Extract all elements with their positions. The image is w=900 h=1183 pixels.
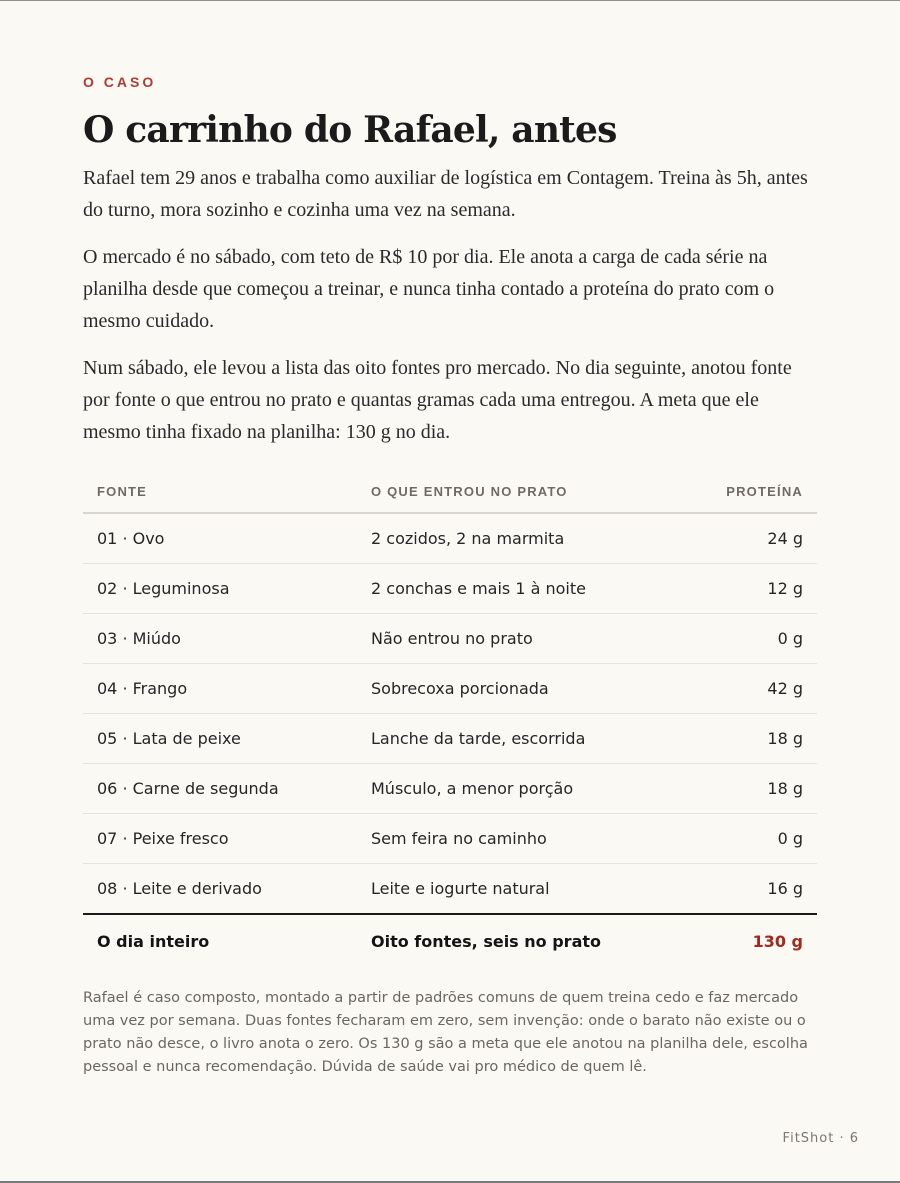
section-eyebrow: O CASO [83, 74, 157, 90]
total-label: O dia inteiro [97, 932, 210, 951]
column-header-what: O QUE ENTROU NO PRATO [357, 471, 657, 513]
what-cell: Músculo, a menor porção [357, 764, 657, 814]
table-row [83, 714, 817, 764]
protein-cell: 12 g [657, 564, 817, 614]
source-cell: 01 · Ovo [83, 513, 357, 564]
table-row [83, 513, 817, 564]
what-cell: Sobrecoxa porcionada [357, 664, 657, 714]
body-text [83, 162, 817, 463]
what-cell: Lanche da tarde, escorrida [357, 714, 657, 764]
table-row [83, 814, 817, 864]
column-header-source: FONTE [83, 471, 357, 513]
what-cell: 2 cozidos, 2 na marmita [357, 513, 657, 564]
what-cell: Não entrou no prato [357, 614, 657, 664]
source-cell: 02 · Leguminosa [83, 564, 357, 614]
source-cell: 05 · Lata de peixe [83, 714, 357, 764]
protein-sources-table [83, 471, 817, 968]
source-cell: 03 · Miúdo [83, 614, 357, 664]
what-cell: Leite e iogurte natural [357, 864, 657, 915]
protein-cell: 18 g [657, 764, 817, 814]
source-cell: 06 · Carne de segunda [83, 764, 357, 814]
protein-cell: 24 g [657, 513, 817, 564]
protein-cell: 0 g [657, 814, 817, 864]
footnote: Rafael é caso composto, montado a partir de padrões comuns de quem treina cedo e faz mercado uma vez por semana. Duas fontes fecharam em zero, sem invenção: onde o barato não existe ou o prato não desce, o livro anota o zero. Os 130 g são a meta que ele anotou na planilha dele, escolha pessoal e nunca recomendação. Dúvida de saúde vai pro médico de quem lê. [83, 990, 808, 1075]
protein-cell: 16 g [657, 864, 817, 915]
table-header-row [83, 471, 817, 513]
body-paragraph: Rafael tem 29 anos e trabalha como auxiliar de logística em Contagem. Treina às 5h, antes do turno, mora sozinho e cozinha uma vez na semana. [83, 167, 808, 221]
source-cell: 07 · Peixe fresco [83, 814, 357, 864]
table-row [83, 564, 817, 614]
column-header-protein: PROTEÍNA [657, 471, 817, 513]
source-cell: 04 · Frango [83, 664, 357, 714]
body-paragraph: Num sábado, ele levou a lista das oito fontes pro mercado. No dia seguinte, anotou fonte por fonte o que entrou no prato e quantas gramas cada uma entregou. A meta que ele mesmo tinha fixado na planilha: 130 g no dia. [83, 357, 792, 443]
what-cell: Sem feira no caminho [357, 814, 657, 864]
total-description: Oito fontes, seis no prato [371, 932, 601, 951]
page-title: O carrinho do Rafael, antes [83, 109, 617, 151]
table-total-row [83, 914, 817, 968]
table-row [83, 614, 817, 664]
protein-cell: 18 g [657, 714, 817, 764]
table-row [83, 764, 817, 814]
table-row [83, 664, 817, 714]
total-protein-value: 130 g [752, 932, 803, 951]
source-cell: 08 · Leite e derivado [83, 864, 357, 915]
protein-cell: 42 g [657, 664, 817, 714]
body-paragraph: O mercado é no sábado, com teto de R$ 10 por dia. Ele anota a carga de cada série na planilha desde que começou a treinar, e nunca tinha contado a proteína do prato com o mesmo cuidado. [83, 246, 775, 332]
what-cell: 2 conchas e mais 1 à noite [357, 564, 657, 614]
page-folio: FitShot · 6 [782, 1131, 859, 1146]
protein-cell: 0 g [657, 614, 817, 664]
table-row [83, 864, 817, 915]
